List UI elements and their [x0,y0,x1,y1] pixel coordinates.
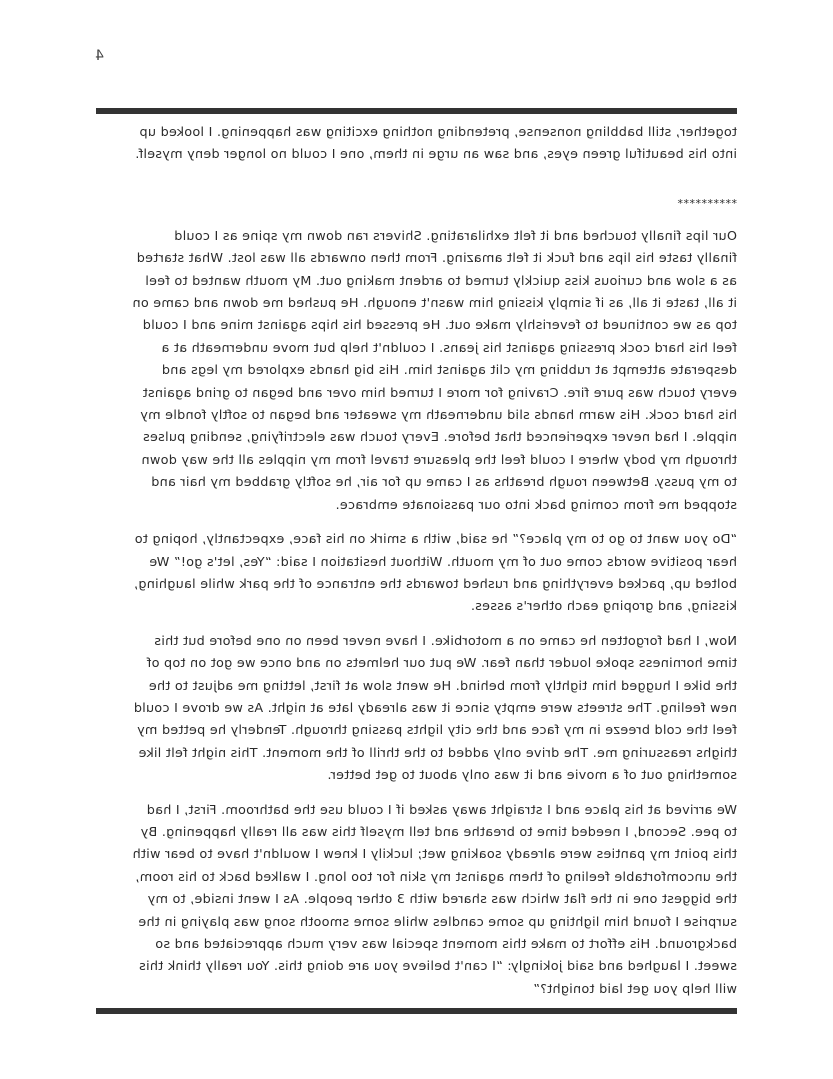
text-line: together, still babbling nonsense, pretending nothing exciting was happening. I looked up [139,125,737,140]
text-line: thighs reassuring me. The drive only added to the thrill of the moment. This night felt like [138,745,737,761]
text-line: top as we continued to feverishly make out. He pressed his hips against mine and I could [142,318,737,334]
text-line: bolted up, packed everything and rushed towards the entrance of the park while laughing, [133,576,737,592]
text-line: “Do you want to go to my place?” he said, with a smirk on his face, expectantly, hoping to [134,532,737,548]
paragraph [96,800,737,1002]
text-line: Our lips finally touched and it felt exhilarating. Shivers ran down my spine as I could [174,228,737,244]
text-line: the biggest one in the flat which was shared with 3 other people. As I went inside, to my [147,892,737,908]
text-line: to pee. Second, I needed time to breathe and tell myself this was all really happening. By [140,824,737,840]
paragraph [96,226,737,517]
text-line: surprise I found him lighting up some candles while some smooth song was playing in the [138,914,737,930]
paragraph [96,529,737,619]
text-line: something out of a movie and it was only about to get better. [327,768,737,784]
text-line: We arrived at his place and I straight away asked if I could use the bathroom. First, I had [146,802,737,818]
paragraph [96,631,737,788]
text-line: the uncomfortable feeling of them against my skin for too long. I walked back to his room, [135,869,737,885]
text-line: nipple. I had never experienced that before. Every touch was electrifying, sending pulses [142,430,737,446]
text-line: feel his hard cock pressing against his jeans. I couldn't help but move underneath at a [161,340,737,356]
text-line: as a slow and curious kiss quickly turned to ardent making out. My mouth wanted to feel [145,273,737,289]
text-line: kissing, and groping each other's asses. [470,599,737,615]
text-line: into his beautiful green eyes, and saw an urge in them, one I could no longer deny myself. [135,147,737,163]
top-rule [96,108,737,114]
text-line: this point my panties were already soaking wet; luckily I knew I wouldn't have to bear with [132,847,737,863]
text-line: stopped me from coming back into our passionate embrace. [335,497,737,513]
page-number: 4 [95,48,104,64]
text-line: feel the cold breeze in my face and the city lights passing through. Tenderly he petted my [136,723,737,739]
text-line: it all, taste it all, as if simply kissing him wasn't enough. He pushed me down and came on [132,296,737,312]
text-line: finally taste his lips and fuck it felt amazing. From then onwards all was lost. What started [136,251,737,267]
body-text [96,122,737,1001]
text-line: hear positive words come out of my mouth. Without hesitation I said: “Yes, let's go!” We [149,554,737,570]
text-line: will help you get laid tonight?” [533,981,737,997]
text-line: background. His effort to make this moment special was very much appreciated and so [155,937,737,952]
text-line: to my pussy. Between rough breaths as I came up for air, he softly grabbed my hair and [151,475,737,491]
text-line: his hard cock. His warm hands slid underneath my sweater and began to softly fondle my [140,408,737,424]
text-line: the bike I hugged him tightly from behind. He went slow at first, letting me adjust to the [148,678,737,694]
bottom-rule [96,1008,737,1014]
text-line: Now, I had forgotten he came on a motorbike. I have never been on one before but this [154,633,737,649]
text-line: every touch was pure fire. Craving for more I turned him over and began to grind against [142,385,737,401]
text-line: through my body where I could feel the pleasure travel from my nipples all the way down [141,452,737,468]
text-line: time horniness spoke louder than fear. We put our helmets on and once we got on top of [146,656,737,672]
section-separator: ********** [677,196,737,210]
paragraph [96,122,737,167]
text-line: sweet. I laughed and said jokingly: “I can't believe you are doing this. You really think this [138,959,737,975]
text-line: desperate attempt at rubbing my clit against him. His big hands explored my legs and [161,363,737,379]
text-line: new feeling. The streets were empty since it was already late at night. As we drove I could [133,700,737,716]
